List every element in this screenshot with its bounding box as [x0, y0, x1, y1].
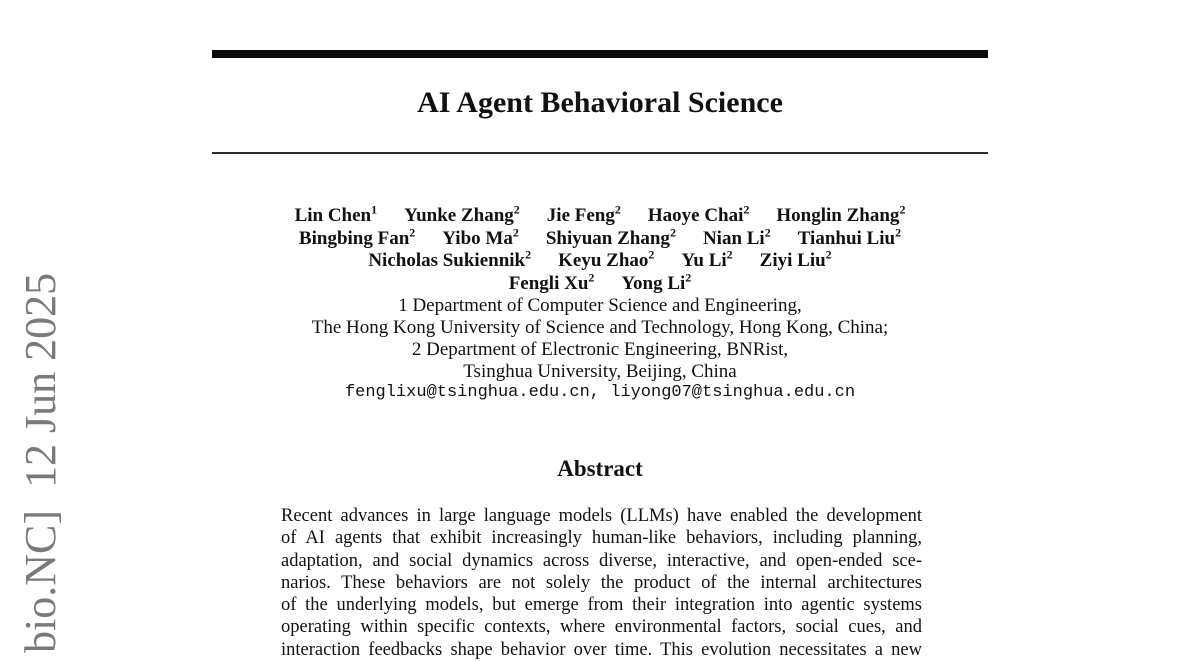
- author: Yong Li$^2$: [621, 270, 692, 294]
- author: Fengli Xu$^2$: [508, 270, 595, 294]
- affiliation-line: Tsinghua University, Beijing, China: [463, 361, 737, 382]
- title-rule-bottom: [212, 152, 988, 154]
- author-line: [212, 225, 988, 251]
- abstract-line: narios. These behaviors are not solely the product of the internal architectures: [281, 572, 922, 593]
- author: Bingbing Fan$^2$: [298, 225, 416, 249]
- paper-title: AI Agent Behavioral Science: [417, 86, 783, 119]
- abstract-line: adaptation, and social dynamics across diverse, interactive, and open-ended sce-: [281, 550, 922, 571]
- author: Yunke Zhang$^2$: [404, 202, 520, 226]
- author: Tianhui Liu$^2$: [797, 225, 902, 249]
- author-line: [212, 202, 988, 228]
- author: Yu Li$^2$: [681, 247, 733, 271]
- abstract-heading: Abstract: [557, 456, 643, 481]
- affiliation-superscript: 2: [513, 202, 520, 217]
- author: Lin Chen$^1$: [294, 202, 378, 226]
- author-line: [212, 270, 988, 296]
- author: Keyu Zhao$^2$: [558, 247, 655, 271]
- author: Nian Li$^2$: [702, 225, 771, 249]
- email-line: fenglixu@tsinghua.edu.cn, liyong07@tsinghua.edu.cn: [344, 383, 856, 402]
- affiliation-superscript: 2: [726, 247, 733, 262]
- arxiv-watermark: bio.NC] 12 Jun 2025: [16, 272, 65, 653]
- abstract-line: of AI agents that exhibit increasingly human-like behaviors, including planning,: [281, 528, 922, 549]
- author: Haoye Chai$^2$: [647, 202, 750, 226]
- affiliation-superscript: 2: [648, 247, 655, 262]
- affiliation-superscript: 2: [409, 225, 416, 240]
- author: Ziyi Liu$^2$: [759, 247, 832, 271]
- abstract-line: interaction feedbacks shape behavior over time. This evolution necessitates a new: [281, 639, 922, 660]
- affiliation-superscript: 2: [743, 202, 750, 217]
- affiliation-superscript: 2: [525, 247, 532, 262]
- author: Honglin Zhang$^2$: [776, 202, 906, 226]
- author: Jie Feng$^2$: [546, 202, 621, 226]
- author-block: [212, 202, 988, 295]
- affiliation-superscript: 2: [895, 225, 902, 240]
- author: Yibo Ma$^2$: [442, 225, 519, 249]
- affiliation-superscript: 2: [825, 247, 832, 262]
- affiliation-line: The Hong Kong University of Science and Technology, Hong Kong, China;: [311, 317, 889, 338]
- affiliation-superscript: 2: [614, 202, 621, 217]
- author: Shiyuan Zhang$^2$: [545, 225, 676, 249]
- affiliation-superscript: 2: [685, 270, 692, 285]
- affiliation-superscript: 2: [512, 225, 519, 240]
- affiliation-superscript: 2: [899, 202, 906, 217]
- title-rule-top: [212, 50, 988, 58]
- abstract-line: operating within specific contexts, where environmental factors, social cues, and: [281, 617, 922, 638]
- affiliation-superscript: 2: [588, 270, 595, 285]
- author: Nicholas Sukiennik$^2$: [368, 247, 532, 271]
- affiliation-superscript: 2: [764, 225, 771, 240]
- author-line: [212, 247, 988, 273]
- affiliation-superscript: 2: [669, 225, 676, 240]
- abstract-text: [281, 505, 922, 661]
- affiliation-superscript: 1: [371, 202, 378, 217]
- affiliation-line: 2 Department of Electronic Engineering, BNRist,: [411, 339, 789, 360]
- abstract-line: of the underlying models, but emerge from their integration into agentic systems: [281, 595, 922, 616]
- affiliation-block: [212, 295, 988, 383]
- abstract-line: Recent advances in large language models (LLMs) have enabled the development: [281, 506, 922, 526]
- affiliation-line: 1 Department of Computer Science and Engineering,: [398, 295, 802, 316]
